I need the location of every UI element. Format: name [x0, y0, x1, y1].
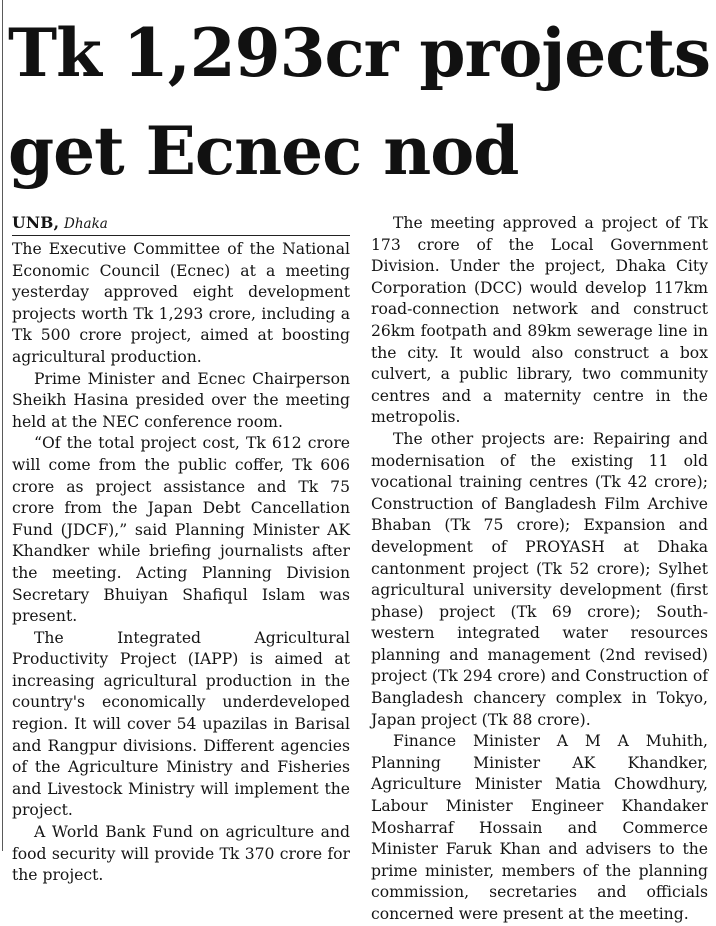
headline — [8, 4, 714, 200]
column-rule — [2, 0, 3, 851]
paragraph: “Of the total project cost, Tk 612 crore will come from the public coffer, Tk 606 crore as project assistance and Tk 75 crore from the Japan Debt Cancellation Fund (JDCF),” said Planning Minister AK Khandker while briefing journalists after the meeting. Acting Planning Division Secretary Bhuiyan Shafiqul Islam was present. — [12, 434, 350, 626]
paragraph: The Executive Committee of the National Economic Council (Ecnec) at a meeting yesterday approved eight development projects worth Tk 1,293 crore, including a Tk 500 crore project, aimed at boosting agricultural production. — [12, 240, 350, 366]
article-left-column — [12, 213, 350, 887]
paragraph: The Integrated Agricultural Productivity Project (IAPP) is aimed at increasing agricultural production in the country's economically underdeveloped region. It will cover 54 upazilas in Barisal and Rangpur divisions. Different agencies of the Agriculture Ministry and Fisheries and Livestock Ministry will implement the project. — [12, 628, 350, 820]
byline — [12, 213, 350, 236]
article-right-column — [371, 213, 708, 926]
byline-city: Dhaka — [64, 216, 108, 232]
byline-agency: UNB, — [12, 213, 60, 232]
paragraph: A World Bank Fund on agriculture and food security will provide Tk 370 crore for the project. — [12, 823, 350, 885]
paragraph: The other projects are: Repairing and modernisation of the existing 11 old vocational training centres (Tk 42 crore); Construction of Bangladesh Film Archive Bhaban (Tk 75 crore); Expansion and development of PROYASH at Dhaka cantonment project (Tk 52 crore); Sylhet agricultural university development (first phase) project (Tk 69 crore); South-western integrated water resources planning and management (2nd revised) project (Tk 294 crore) and Construction of Bangladesh chancery complex in Tokyo, Japan project (Tk 88 crore). — [371, 429, 708, 729]
headline-line-1: Tk 1,293cr projects — [8, 14, 711, 92]
paragraph: Finance Minister A M A Muhith, Planning Minister AK Khandker, Agriculture Minister Matia Chowdhury, Labour Minister Engineer Khandaker Mosharraf Hossain and Commerce Minister Faruk Khan and advisers to the prime minister, members of the planning commission, secretaries and officials concerned were present at the meeting. — [371, 732, 708, 923]
paragraph: Prime Minister and Ecnec Chairperson Sheikh Hasina presided over the meeting held at the NEC conference room. — [12, 369, 350, 431]
paragraph: The meeting approved a project of Tk 173 crore of the Local Government Division. Under the project, Dhaka City Corporation (DCC) would develop 117km road-connection network and construct 26km footpath and 89km sewerage line in the city. It would also construct a box culvert, a public library, two community centres and a maternity centre in the metropolis. — [371, 214, 708, 427]
headline-line-2: get Ecnec nod — [8, 112, 519, 190]
